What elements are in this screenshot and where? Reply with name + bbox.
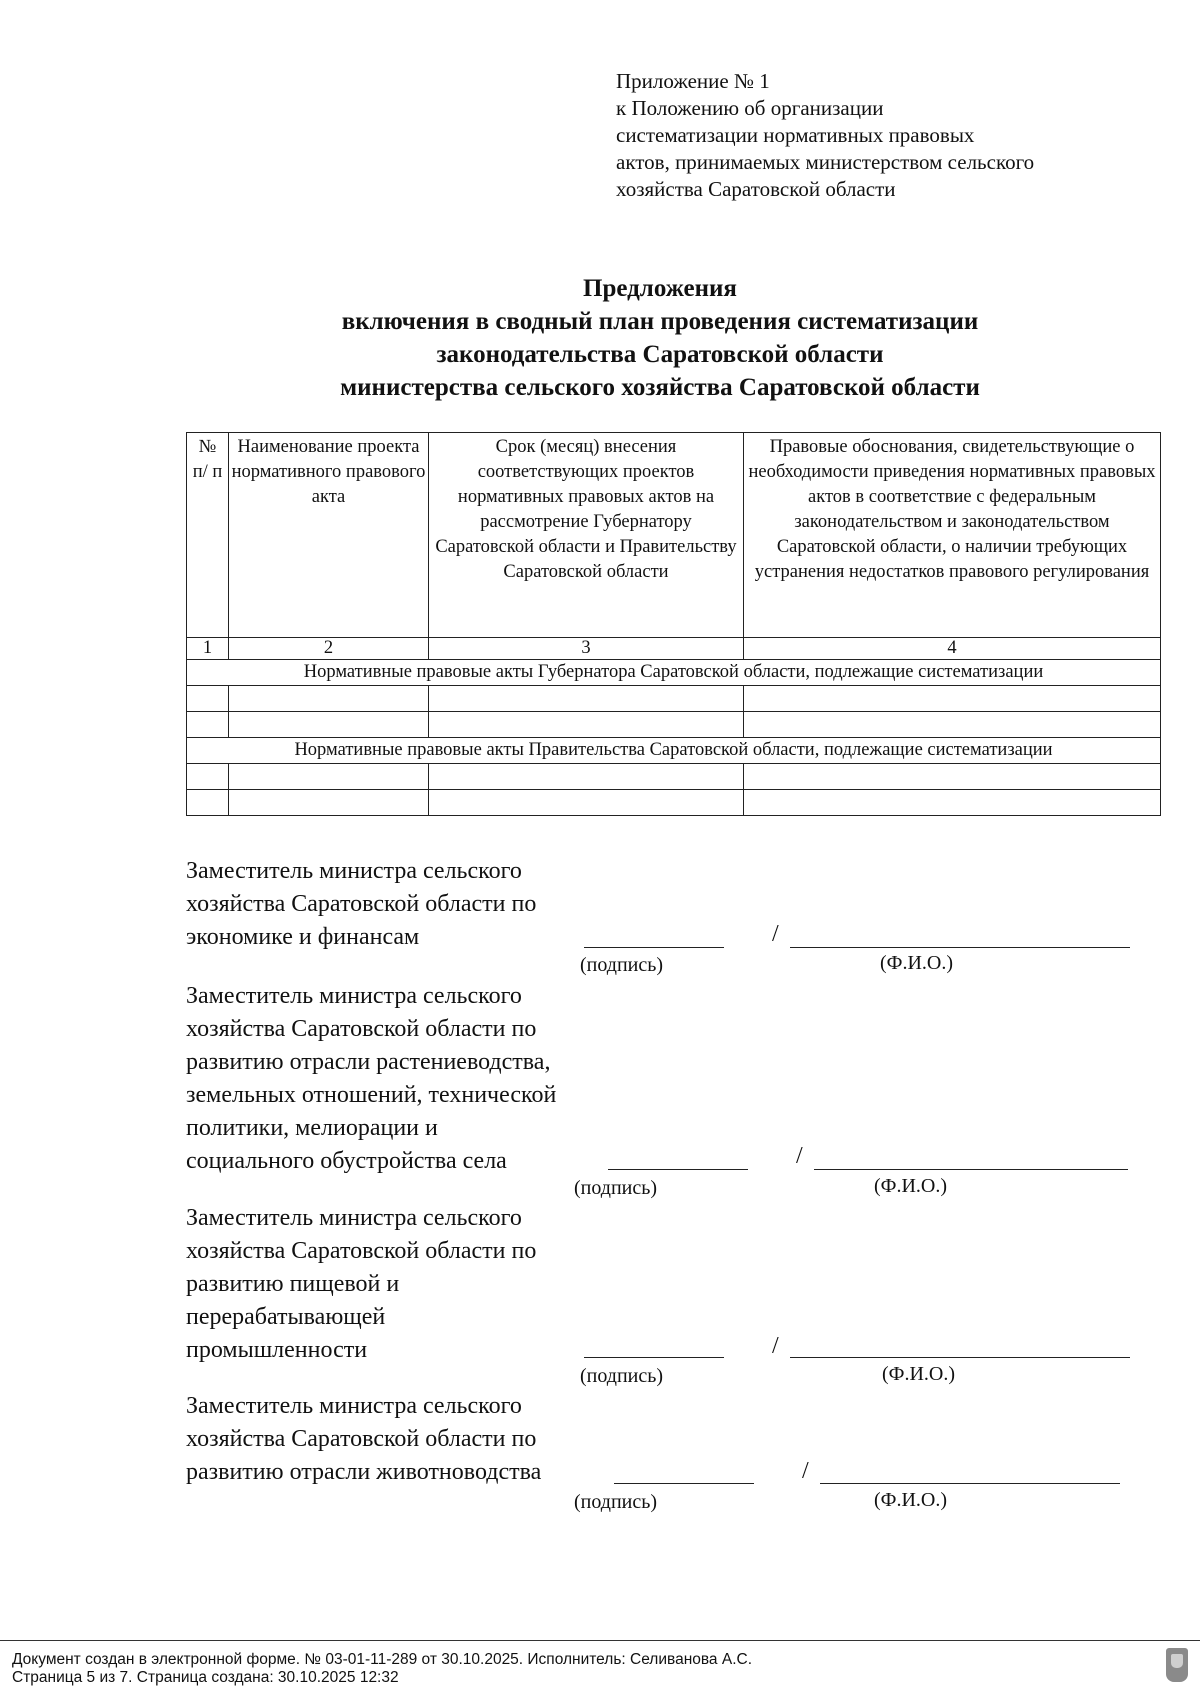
separator-slash: / [772, 921, 779, 947]
column-number: 2 [229, 638, 429, 660]
table-cell [744, 764, 1161, 790]
position-line: развитию отрасли растениеводства, [186, 1049, 551, 1075]
table-cell [429, 790, 744, 816]
footer-page-info: Страница 5 из 7. Страница создана: 30.10.2025 12:32 [12, 1669, 399, 1686]
position-line: социального обустройства села [186, 1148, 507, 1174]
table-cell [744, 686, 1161, 712]
appendix-line: актов, принимаемых министерством сельского [616, 150, 1035, 174]
position-line: экономике и финансам [186, 924, 420, 950]
table-cell [429, 712, 744, 738]
position-line: земельных отношений, технической [186, 1082, 557, 1108]
appendix-line: систематизации нормативных правовых [616, 123, 975, 147]
name-line [790, 1357, 1130, 1358]
signature-line [614, 1483, 754, 1484]
position-line: развитию пищевой и [186, 1271, 400, 1297]
separator-slash: / [772, 1333, 779, 1359]
title-line: включения в сводный план проведения систематизации [341, 308, 979, 335]
signature-line [584, 947, 724, 948]
table-cell [187, 790, 229, 816]
position-title [186, 1390, 1166, 1489]
signature-caption: (подпись) [574, 1491, 658, 1513]
column-numbers-row [187, 638, 1161, 660]
appendix-line: к Положению об организации [616, 96, 884, 120]
position-line: Заместитель министра сельского [186, 1205, 522, 1231]
section-row-government [187, 738, 1161, 764]
signature-line [584, 1357, 724, 1358]
column-number: 3 [429, 638, 744, 660]
table-cell [229, 790, 429, 816]
position-line: развитию отрасли животноводства [186, 1459, 542, 1485]
appendix-line: хозяйства Саратовской области [616, 177, 896, 201]
name-caption: (Ф.И.О.) [874, 1489, 948, 1511]
table-cell [229, 764, 429, 790]
table-cell [429, 764, 744, 790]
separator-slash: / [796, 1143, 803, 1169]
position-line: Заместитель министра сельского [186, 858, 522, 884]
name-caption: (Ф.И.О.) [880, 952, 954, 974]
appendix-line: Приложение № 1 [616, 69, 770, 93]
separator-slash: / [802, 1458, 809, 1484]
table-row [187, 764, 1161, 790]
position-line: Заместитель министра сельского [186, 1393, 522, 1419]
position-line: хозяйства Саратовской области по [186, 1016, 537, 1042]
appendix-reference [616, 68, 1136, 203]
table-cell [229, 686, 429, 712]
section-row-governor [187, 660, 1161, 686]
table-row [187, 712, 1161, 738]
name-line [790, 947, 1130, 948]
table-cell [744, 712, 1161, 738]
document-title [180, 272, 1140, 404]
position-line: промышленности [186, 1337, 368, 1363]
table-row [187, 686, 1161, 712]
header-legal-grounds: Правовые обоснования, свидетельствующие о необходимости приведения нормативных правовых актов в соответствие с федеральным законодательством и законодательством Саратовской области, о наличии требующих устранения недостатков правового регулирования [744, 433, 1161, 638]
signature-block-crop-production [186, 980, 1166, 1210]
signature-line [608, 1169, 748, 1170]
position-line: Заместитель министра сельского [186, 983, 522, 1009]
table-cell [744, 790, 1161, 816]
footer-document-info: Документ создан в электронной форме. № 03-01-11-289 от 30.10.2025. Исполнитель: Селиванова А.С. [12, 1651, 753, 1668]
position-title [186, 855, 1166, 954]
table-row [187, 790, 1161, 816]
name-line [820, 1483, 1120, 1484]
table-cell [187, 686, 229, 712]
table-cell [187, 764, 229, 790]
column-number: 1 [187, 638, 229, 660]
header-deadline: Срок (месяц) внесения соответствующих проектов нормативных правовых актов на рассмотрение Губернатору Саратовской области и Правительству Саратовской области [429, 433, 744, 638]
position-line: перерабатывающей [186, 1304, 386, 1330]
title-line: законодательства Саратовской области [436, 341, 884, 368]
table-header-row [187, 433, 1161, 638]
column-number: 4 [744, 638, 1161, 660]
section-governor-label: Нормативные правовые акты Губернатора Саратовской области, подлежащие систематизации [187, 660, 1161, 686]
signature-caption: (подпись) [580, 954, 664, 976]
name-caption: (Ф.И.О.) [874, 1175, 948, 1197]
position-line: хозяйства Саратовской области по [186, 891, 537, 917]
section-government-label: Нормативные правовые акты Правительства Саратовской области, подлежащие систематизации [187, 738, 1161, 764]
signature-block-food-industry [186, 1202, 1166, 1392]
signature-caption: (подпись) [574, 1177, 658, 1199]
header-act-name: Наименование проекта нормативного правового акта [229, 433, 429, 638]
title-line: Предложения [583, 275, 737, 302]
name-caption: (Ф.И.О.) [882, 1363, 956, 1385]
position-line: хозяйства Саратовской области по [186, 1238, 537, 1264]
table-cell [187, 712, 229, 738]
proposals-table [186, 432, 1161, 816]
coat-of-arms-icon [1166, 1648, 1188, 1682]
position-line: хозяйства Саратовской области по [186, 1426, 537, 1452]
signature-caption: (подпись) [580, 1365, 664, 1387]
signature-block-livestock [186, 1390, 1166, 1520]
position-title [186, 980, 1166, 1178]
signature-block-economics [186, 855, 1166, 985]
title-line: министерства сельского хозяйства Саратовской области [340, 374, 980, 401]
position-line: политики, мелиорации и [186, 1115, 438, 1141]
table-cell [229, 712, 429, 738]
electronic-document-footer [0, 1640, 1200, 1698]
name-line [814, 1169, 1128, 1170]
position-title [186, 1202, 1166, 1367]
table-cell [429, 686, 744, 712]
header-number: № п/ п [187, 433, 229, 638]
